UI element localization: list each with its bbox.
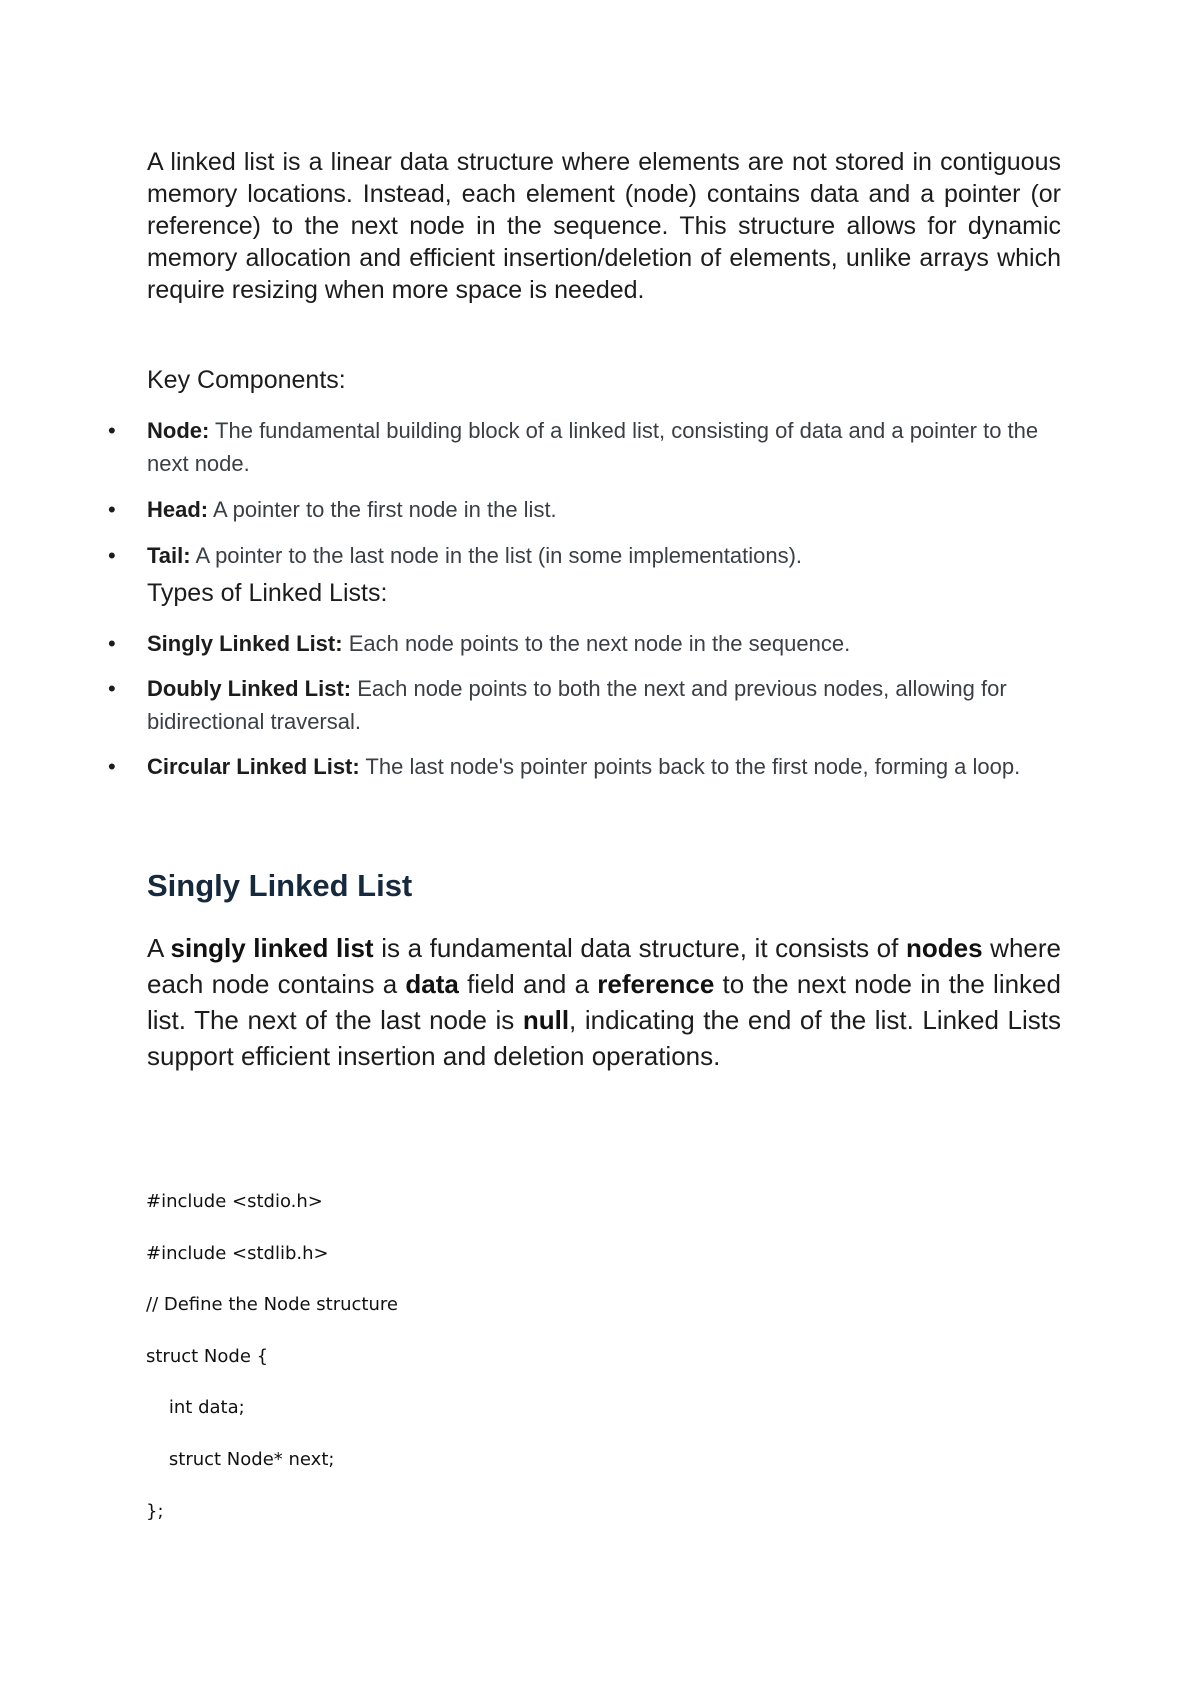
list-item-term: Tail: bbox=[147, 543, 191, 568]
bold-term: nodes bbox=[905, 933, 983, 963]
list-item bbox=[108, 627, 1061, 660]
list-item-desc: The fundamental building block of a linked list, consisting of data and a pointer to the next node. bbox=[147, 418, 1039, 476]
list-item-desc: A pointer to the last node in the list (in some implementations). bbox=[190, 543, 803, 568]
code-line: struct Node { bbox=[146, 1345, 269, 1367]
text-run: is a fundamental data structure, it consists of bbox=[373, 933, 906, 963]
text-run: to the next node in the linked list. The next of the last node is bbox=[147, 969, 1061, 1035]
key-components-title: Key Components: bbox=[147, 366, 346, 394]
types-title: Types of Linked Lists: bbox=[147, 579, 388, 607]
types-list bbox=[108, 627, 1061, 783]
code-line: int data; bbox=[146, 1397, 245, 1419]
text-run: where each node contains a bbox=[147, 933, 1061, 999]
list-item-term: Head: bbox=[147, 497, 209, 522]
code-line: struct Node* next; bbox=[146, 1448, 335, 1470]
list-item bbox=[108, 539, 1061, 572]
code-line: #include <stdlib.h> bbox=[146, 1242, 329, 1264]
list-item-term: Circular Linked List: bbox=[147, 754, 360, 779]
key-components-list bbox=[108, 414, 1061, 572]
code-block bbox=[146, 1190, 398, 1551]
list-item-desc: The last node's pointer points back to the first node, forming a loop. bbox=[359, 754, 1021, 779]
bold-term: data bbox=[405, 969, 459, 999]
singly-paragraph bbox=[147, 930, 1061, 1074]
bullet-icon: • bbox=[108, 418, 116, 443]
list-item-desc: A pointer to the first node in the list. bbox=[208, 497, 557, 522]
list-item-term: Singly Linked List: bbox=[147, 631, 343, 656]
bullet-icon: • bbox=[108, 676, 116, 701]
bold-term: null bbox=[522, 1005, 570, 1035]
list-item-term: Node: bbox=[147, 418, 210, 443]
bullet-icon: • bbox=[108, 543, 116, 568]
text-run: A bbox=[147, 933, 171, 963]
list-item-term: Doubly Linked List: bbox=[147, 676, 352, 701]
code-line: #include <stdio.h> bbox=[146, 1191, 323, 1212]
intro-paragraph: A linked list is a linear data structure where elements are not stored in contiguous memory locations. Instead, each element (node) contains data and a pointer (or reference) to the next node in the sequence. This structure allows for dynamic memory allocation and efficient insertion/deletion of elements, unlike arrays which require resizing when more space is needed. bbox=[147, 148, 1061, 304]
bullet-icon: • bbox=[108, 631, 116, 656]
bold-term: reference bbox=[597, 969, 715, 999]
list-item bbox=[108, 493, 1061, 526]
code-line: // Define the Node structure bbox=[146, 1294, 398, 1316]
section-heading: Singly Linked List bbox=[147, 868, 413, 903]
list-item-desc: Each node points to the next node in the sequence. bbox=[342, 631, 851, 656]
code-line: }; bbox=[146, 1500, 164, 1522]
bold-term: singly linked list bbox=[170, 933, 374, 963]
text-run: field and a bbox=[458, 969, 598, 999]
bullet-icon: • bbox=[108, 497, 116, 522]
text-run: , indicating the end of the list. Linked Lists support efficient insertion and deletion operations. bbox=[147, 1005, 1061, 1071]
list-item bbox=[108, 672, 1061, 738]
bullet-icon: • bbox=[108, 754, 116, 779]
list-item bbox=[108, 750, 1061, 783]
list-item-desc: Each node points to both the next and previous nodes, allowing for bidirectional traversal. bbox=[147, 676, 1007, 734]
list-item bbox=[108, 414, 1061, 480]
